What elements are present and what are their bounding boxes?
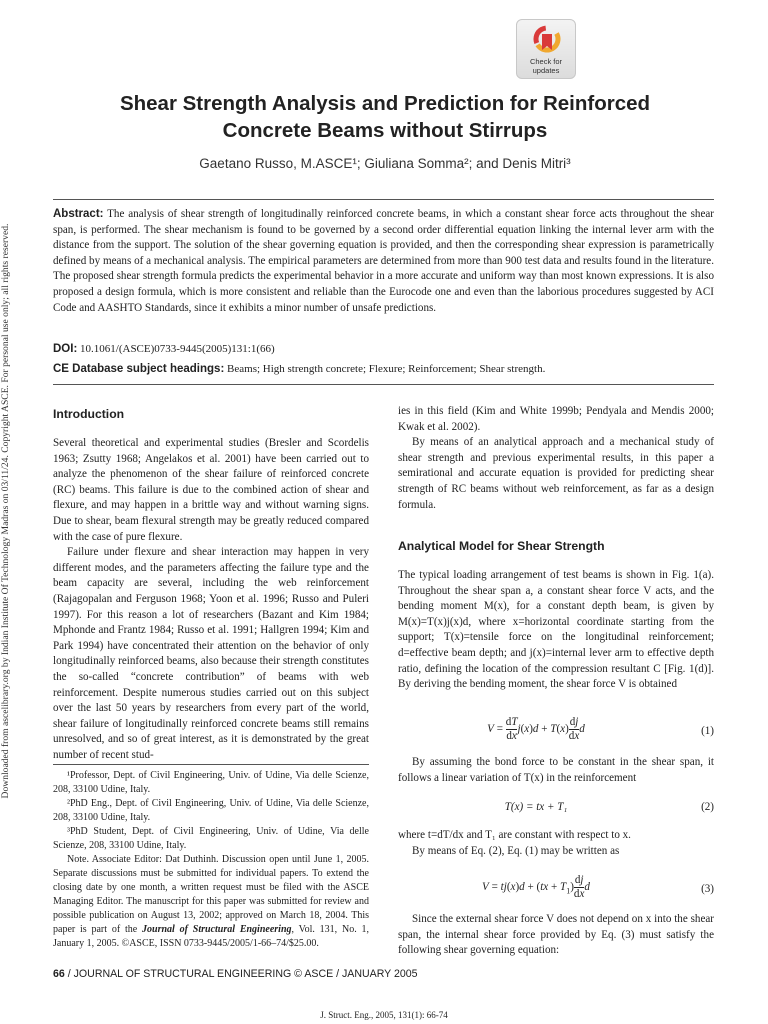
citation-line: J. Struct. Eng., 2005, 131(1): 66-74 xyxy=(320,1010,448,1020)
paragraph: By means of Eq. (2), Eq. (1) may be written as xyxy=(412,844,620,857)
paragraph: ies in this field (Kim and White 1999b; Pendyala and Mendis 2000; Kwak et al. 2002). xyxy=(398,405,714,433)
footnote-2: ²PhD Eng., Dept. of Civil Engineering, Univ. of Udine, Via delle Scienze, 208, 33100 Udine, Italy. xyxy=(53,798,369,823)
footnotes xyxy=(53,769,369,951)
check-for-updates-badge[interactable] xyxy=(516,19,576,79)
paper-title xyxy=(60,90,710,144)
right-column-top xyxy=(398,404,714,513)
equation-3-formula: $V = tj(x)d + (tx + T_1)$ $\frac{dj}{dx}$ d xyxy=(482,874,590,900)
bookmark-ribbon-icon xyxy=(533,25,561,55)
equation-1 xyxy=(398,716,714,750)
doi xyxy=(53,343,275,355)
download-notice: Downloaded from ascelibrary.org by Indian Institute Of Technology Madras on 03/11/24. Copyright ASCE. For personal use only; all rights reserved. xyxy=(0,223,11,799)
paragraph: By means of an analytical approach and a mechanical study of shear strength and previous experimental results, in this paper a semirational and accurate equation is provided for predicting shear strength of RC beams without web reinforcement, as far as a design formula. xyxy=(398,436,714,511)
paragraph: The typical loading arrangement of test beams is shown in Fig. 1(a). Throughout the shear span a, a constant shear force V acts, and the bending moment M(x), for a constant depth beam, is given by M(x)=T(x)j(x)d, where x=horizontal coordinate starting from the support; T(x)=tensile force on the longitudinal reinforcement; d=effective beam depth; and j(x)=internal lever arm to effective depth ratio, defining the location of the compression resultant C [Fig. 1(d)]. By deriving the bending moment, the shear force V is obtained xyxy=(398,569,714,691)
equation-3-number: (3) xyxy=(701,883,714,895)
equation-2 xyxy=(398,801,714,817)
badge-line-1: Check for xyxy=(529,57,563,66)
title-line-1: Shear Strength Analysis and Prediction for Reinforced xyxy=(119,92,651,115)
equation-1-number: (1) xyxy=(701,725,714,737)
equation-2-formula: T(x) = tx + T₁ xyxy=(504,801,568,813)
footnote-1: ¹Professor, Dept. of Civil Engineering, Univ. of Udine, Via delle Scienze, 208, 33100 Udine, Italy. xyxy=(53,770,369,795)
paragraph: Failure under flexure and shear interaction may happen in very different modes, and the parameters affecting the failure type and the beam capacity are several, including the web reinforcement (Rajagopalan and Ferguson 1968; Yoon et al. 1996; Russo and Puleri 1997). For this reason a lot of researchers (Bazant and Kim 1984; Mphonde and Frantz 1984; Russo et al. 1991; Hallgren 1994; Kim and Park 1994) have concentrated their attention on the behavior of only longitudinally reinforced beams, also because their strength constitutes the so-called “concrete contribution” of beams with web reinforcement. Despite numerous studies carried out on this subject over the last 50 years by researchers from every part of the world, shear failure of longitudinally reinforced concrete beams still remains unresolved, and so of great interest, as it is demonstrated by the great number of recent stud- xyxy=(53,546,369,761)
footnote-3: ³PhD Student, Dept. of Civil Engineering, Univ. of Udine, Via delle Scienze, 208, 33100 Udine, Italy. xyxy=(53,826,369,851)
introduction-body xyxy=(53,436,369,763)
paragraph: Since the external shear force V does not depend on x into the shear span, the internal shear force provided by Eq. (3) must satisfy the following shear governing equation: xyxy=(398,913,714,957)
abstract xyxy=(53,207,714,316)
page-number: 66 xyxy=(53,968,65,980)
abstract-bottom-rule xyxy=(53,384,714,385)
model-paragraph xyxy=(398,568,714,693)
section-heading-analytical-model: Analytical Model for Shear Strength xyxy=(398,539,605,553)
footnote-rule xyxy=(53,764,369,765)
subject-headings xyxy=(53,363,545,375)
abstract-label: Abstract: xyxy=(53,208,104,220)
journal-footer: / JOURNAL OF STRUCTURAL ENGINEERING © ASCE / JANUARY 2005 xyxy=(64,968,418,980)
equation-3 xyxy=(398,874,714,908)
journal-name: Journal of Structural Engineering xyxy=(142,924,292,935)
top-rule xyxy=(53,199,714,200)
bond-paragraph xyxy=(398,755,714,786)
paragraph: By assuming the bond force to be constant in the shear span, it follows a linear variation of T(x) in the reinforcement xyxy=(398,756,714,784)
badge-line-2: updates xyxy=(532,66,560,75)
doi-label: DOI: xyxy=(53,343,78,355)
subject-value: Beams; High strength concrete; Flexure; Reinforcement; Shear strength. xyxy=(227,363,546,375)
doi-link[interactable]: 10.1061/(ASCE)0733-9445(2005)131:1(66) xyxy=(80,343,275,355)
paragraph: where t=dT/dx and T₁ are constant with respect to x. xyxy=(398,829,631,841)
abstract-text: The analysis of shear strength of longitudinally reinforced concrete beams, in which a constant shear force acts throughout the shear span, is performed. The shear mechanism is found to be governed by a second order differential equation linking the internal lever arm with the distance from the support. The solution of the shear governing equation is provided, and then the corresponding shear expression is parametrically defined by means of a mechanical analysis. The empirical parameters are determined from more than 900 test data and results found in the literature. The proposed shear strength formula predicts the experimental behavior in a more accurate and uniform way than most known expressions. It is also proposed a design formula, which is more consistent and reliable than the Eurocode one and even than the laborious procedures suggested by ACI Code and AASHTO Standards, since it exhibits a minor number of unsafe predictions. xyxy=(53,208,714,314)
authors: Gaetano Russo, M.ASCE¹; Giuliana Somma²; and Denis Mitri³ xyxy=(199,156,571,171)
paragraph: Several theoretical and experimental studies (Bresler and Scordelis 1963; Zsutty 1968; Angelakos et al. 2001) have been carried out to analyze the phenomenon of the shear failure of reinforced concrete (RC) beams. This failure is due to the combined action of shear and flexure, and may happen in a brittle way and without warning signs. Due to shear, beam flexural strength may be greatly reduced compared with the case of pure flexure. xyxy=(53,437,369,543)
where-paragraph xyxy=(398,828,714,859)
subject-label: CE Database subject headings: xyxy=(53,363,225,375)
title-line-2: Concrete Beams without Stirrups xyxy=(222,119,548,142)
page-footer xyxy=(53,968,418,980)
section-heading-introduction: Introduction xyxy=(53,407,125,421)
equation-1-formula: V = $\frac{dT}{dx}$ j(x)d + T(x) $\frac{dj}{dx}$ d xyxy=(487,716,585,742)
editor-note: Note. Associate Editor: Dat Duthinh. Discussion open until June 1, 2005. Separate discussions must be submitted for individual papers. To extend the closing date by one month, a written request must be filed with the ASCE Managing Editor. The manuscript for this paper was submitted for review and possible publication on August 13, 2002; approved on March 18, 2004. This paper is part of the Journal of Structural Engineering, Vol. 131, No. 1, January 1, 2005. ©ASCE, ISSN 0733-9445/2005/1-66–74/$25.00. xyxy=(53,854,370,949)
equation-2-number: (2) xyxy=(701,801,714,813)
since-paragraph xyxy=(398,912,714,959)
